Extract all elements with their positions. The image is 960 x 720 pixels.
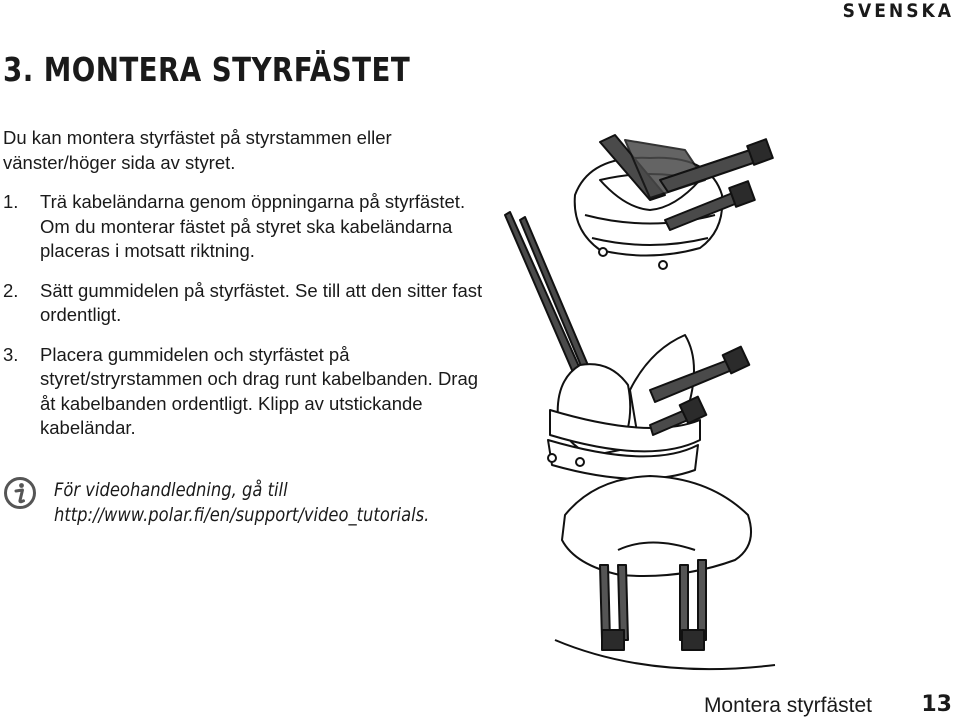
step-number: 3.: [3, 343, 19, 365]
step-2: [3, 279, 483, 328]
step-1: [3, 190, 483, 264]
language-label: SVENSKA: [842, 0, 954, 22]
page-number: 13: [921, 692, 952, 717]
step-text: Placera gummidelen och styrfästet på styret/stryrstammen och drag runt kabelbanden. Drag åt kabelbanden ordentligt. Klipp av utstickande kabeländar.: [40, 343, 479, 438]
step-text: Trä kabeländarna genom öppningarna på styrfästet. Om du monterar fästet på styret ska kabeländarna placeras i motsatt riktning.: [40, 191, 466, 261]
tutorial-link[interactable]: http://www.polar.fi/en/support/video_tutorials.: [54, 504, 430, 526]
page-title: 3. MONTERA STYRFÄSTET: [3, 50, 411, 89]
footer-section-title: Montera styrfästet: [703, 694, 872, 717]
intro-text: Du kan montera styrfästet på styrstammen eller vänster/höger sida av styret.: [3, 127, 392, 173]
step-text: Sätt gummidelen på styrfästet. Se till att den sitter fast ordentligt.: [40, 279, 483, 325]
video-tutorial-note: [54, 478, 429, 528]
instructions: [3, 126, 483, 456]
mount-illustration: [500, 120, 800, 680]
note-line-1: För videohandledning, gå till: [54, 479, 288, 501]
info-icon: [3, 476, 37, 510]
step-number: 1.: [3, 191, 19, 212]
mount-step-3-drawing: [555, 476, 775, 669]
mount-step-1-drawing: [575, 135, 773, 269]
step-3: [3, 343, 483, 441]
step-number: 2.: [3, 279, 19, 301]
